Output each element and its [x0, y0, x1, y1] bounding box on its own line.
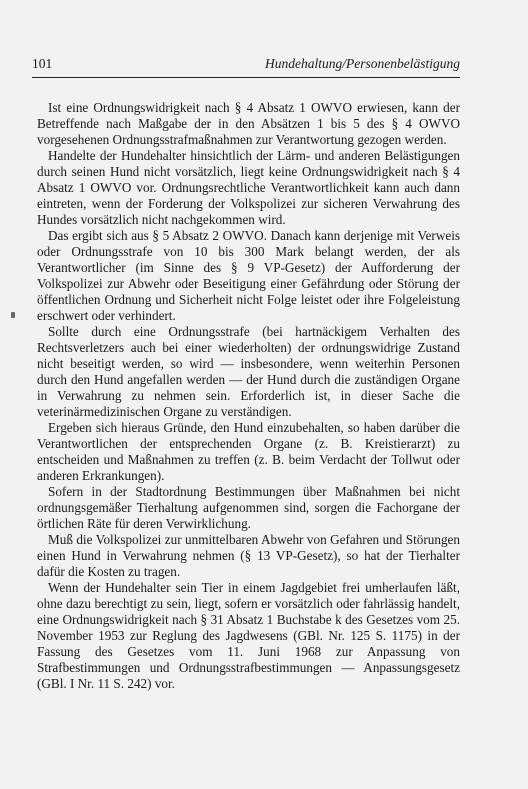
page-header	[32, 56, 460, 72]
paragraph-7: Muß die Volkspolizei zur unmittelbaren Abwehr von Gefahren und Störungen einen Hund in Verwahrung nehmen (§ 13 VP-Gesetz), so hat der Tierhalter dafür die Kosten zu tragen.	[37, 532, 460, 579]
paragraph-4: Sollte durch eine Ordnungsstrafe (bei hartnäckigem Verhalten des Rechtsverletzers auch bei einer wiederholten) der ordnungswidrige Zustand nicht beseitigt werden, so wird — insbesondere, wenn weiterhin Personen durch den Hund angefallen werden — der Hund durch die zuständigen Organe in Verwahrung zu nehmen sein. Erforderlich ist, in dieser Sache die veterinärmedizinischen Organe zu verständigen.	[37, 324, 460, 419]
paragraph-8: Wenn der Hundehalter sein Tier in einem Jagdgebiet frei umherlaufen läßt, ohne dazu berechtigt zu sein, liegt, sofern er vorsätzlich oder fahrlässig handelt, eine Ordnungswidrigkeit nach § 31 Absatz 1 Buchstabe k des Gesetzes vom 25. November 1953 zur Reglung des Jagdwesens (GBl. Nr. 125 S. 1175) in der Fassung des Gesetzes vom 11. Juni 1968 zur Anpassung von Strafbestimmungen und Ordnungsstrafbestimmungen — Anpassungsgesetz (GBl. I Nr. 11 S. 242) vor.	[37, 580, 460, 691]
paragraph-6: Sofern in der Stadtordnung Bestimmungen über Maßnahmen bei nicht ordnungsgemäßer Tierhaltung aufgenommen sind, sorgen die Fachorgane der örtlichen Räte für deren Verwirklichung.	[37, 484, 460, 531]
margin-mark	[11, 312, 15, 318]
paragraph-1: Ist eine Ordnungswidrigkeit nach § 4 Absatz 1 OWVO erwiesen, kann der Betreffende nach Maßgabe der in den Absätzen 1 bis 5 des § 4 OWVO vorgesehenen Ordnungsstrafmaßnahmen zur Verantwortung gezogen werden.	[37, 100, 460, 147]
header-rule	[32, 77, 460, 78]
paragraph-5: Ergeben sich hieraus Gründe, den Hund einzubehalten, so haben darüber die Verantwortlichen der entsprechenden Organe (z. B. Kreistierarzt) zu entscheiden und Maßnahmen zu treffen (z. B. beim Verdacht der Tollwut oder anderen Erkrankungen).	[37, 420, 460, 483]
running-title: Hundehaltung/Personenbelästigung	[265, 56, 460, 71]
page-number: 101	[32, 56, 53, 71]
paragraph-3: Das ergibt sich aus § 5 Absatz 2 OWVO. Danach kann derjenige mit Verweis oder Ordnungsstrafe von 10 bis 300 Mark belangt werden, der als Verantwortlicher (im Sinne des § 9 VP-Gesetz) der Aufforderung der Volkspolizei zur Abwehr oder Beseitigung einer Gefährdung oder Störung der öffentlichen Ordnung und Sicherheit nicht Folge leistet oder ihre Folgeleistung erschwert oder verhindert.	[37, 228, 460, 323]
paragraph-2: Handelte der Hundehalter hinsichtlich der Lärm- und anderen Belästigungen durch seinen Hund nicht vorsätzlich, liegt keine Ordnungswidrigkeit nach § 4 Absatz 1 OWVO vor. Ordnungsrechtliche Verantwortlichkeit kann auch dann eintreten, wenn der Forderung der Volkspolizei zur sicheren Verwahrung des Hundes vorsätzlich nicht nachgekommen wird.	[37, 148, 460, 227]
body-text	[37, 100, 460, 692]
